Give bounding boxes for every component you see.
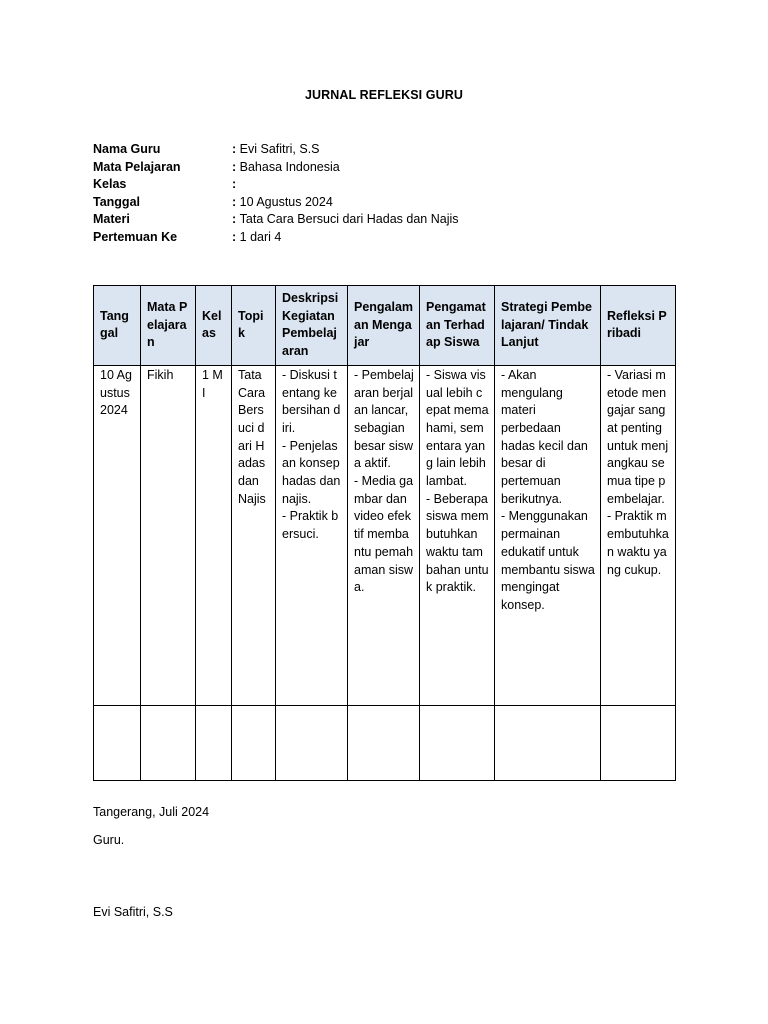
- header-strategi: Strategi Pembelajaran/ Tindak Lanjut: [495, 286, 601, 366]
- info-label: Materi: [93, 212, 130, 227]
- header-topik: Topik: [232, 286, 276, 366]
- place-date: Tangerang, Juli 2024: [93, 805, 210, 819]
- header-refleksi: Refleksi Pribadi: [601, 286, 676, 366]
- header-pengalaman: Pengalaman Mengajar: [348, 286, 420, 366]
- cell-pengamatan: - Siswa visual lebih cepat memahami, sementara yang lain lebih lambat. - Beberapa siswa membutuhkan waktu tambahan untuk praktik.: [420, 365, 495, 705]
- cell-kelas: 1 MI: [196, 365, 232, 705]
- info-row-mata-pelajaran: Mata Pelajaran : Bahasa Indonesia: [93, 159, 459, 177]
- cell-tanggal: 10 Agustus 2024: [94, 365, 141, 705]
- cell-strategi: - Akan mengulang materi perbedaan hadas kecil dan besar di pertemuan berikutnya. - Menggunakan permainan edukatif untuk membantu siswa mengingat konsep.: [495, 365, 601, 705]
- header-kelas: Kelas: [196, 286, 232, 366]
- info-value: Tata Cara Bersuci dari Hadas dan Najis: [239, 212, 459, 227]
- info-row-kelas: Kelas :: [93, 176, 459, 194]
- info-row-materi: Materi : Tata Cara Bersuci dari Hadas dan Najis: [93, 211, 459, 229]
- info-value: Bahasa Indonesia: [239, 159, 340, 174]
- info-row-pertemuan: Pertemuan Ke : 1 dari 4: [93, 229, 459, 247]
- signature-role: Guru.: [93, 833, 125, 847]
- empty-cell: [495, 705, 601, 780]
- empty-cell: [94, 705, 141, 780]
- info-row-tanggal: Tanggal : 10 Agustus 2024: [93, 194, 459, 212]
- table-row-empty: [94, 705, 676, 780]
- empty-cell: [420, 705, 495, 780]
- info-label: Nama Guru: [93, 142, 161, 156]
- info-label: Kelas: [93, 177, 127, 192]
- header-mata-pelajaran: Mata Pelajaran: [141, 286, 196, 366]
- info-label: Mata Pelajaran: [93, 159, 181, 174]
- signature-name: Evi Safitri, S.S: [93, 905, 173, 919]
- info-label: Pertemuan Ke: [93, 229, 178, 244]
- header-pengamatan: Pengamatan Terhadap Siswa: [420, 286, 495, 366]
- header-tanggal: Tanggal: [94, 286, 141, 366]
- info-label: Tanggal: [93, 194, 140, 209]
- empty-cell: [141, 705, 196, 780]
- teacher-info: [93, 141, 459, 247]
- cell-deskripsi: - Diskusi tentang kebersihan diri. - Penjelasan konsep hadas dan najis. - Praktik bersuci.: [276, 365, 348, 705]
- empty-cell: [196, 705, 232, 780]
- cell-topik: Tata Cara Bersuci dari Hadas dan Najis: [232, 365, 276, 705]
- cell-mata-pelajaran: Fikih: [141, 365, 196, 705]
- header-deskripsi: Deskripsi Kegiatan Pembelajaran: [276, 286, 348, 366]
- reflection-table: [93, 285, 676, 781]
- empty-cell: [276, 705, 348, 780]
- info-row-nama-guru: Nama Guru : Evi Safitri, S.S: [93, 141, 459, 159]
- table-header-row: [94, 286, 676, 366]
- cell-pengalaman: - Pembelajaran berjalan lancar, sebagian besar siswa aktif. - Media gambar dan video efektif membantu pemahaman siswa.: [348, 365, 420, 705]
- cell-refleksi: - Variasi metode mengajar sangat penting untuk menjangkau semua tipe pembelajar. - Praktik membutuhkan waktu yang cukup.: [601, 365, 676, 705]
- empty-cell: [232, 705, 276, 780]
- document-title: JURNAL REFLEKSI GURU: [304, 88, 464, 102]
- empty-cell: [348, 705, 420, 780]
- info-value: 10 Agustus 2024: [239, 194, 333, 209]
- info-value: 1 dari 4: [239, 229, 282, 244]
- table-row: [94, 365, 676, 705]
- info-value: Evi Safitri, S.S: [239, 142, 320, 156]
- empty-cell: [601, 705, 676, 780]
